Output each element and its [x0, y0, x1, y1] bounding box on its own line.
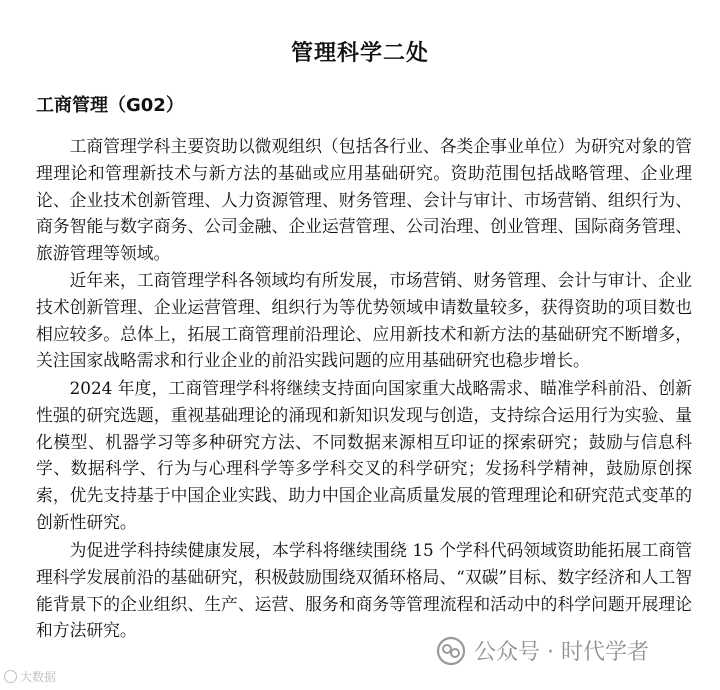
wechat-channel-icon [436, 636, 466, 666]
paragraph-development: 为促进学科持续健康发展，本学科将继续围绕 15 个学科代码领域资助能拓展工商管理科学发展前沿的基础研究，积极鼓励围绕双循环格局、“双碳”目标、数字经济和人工智能背景下的企业组织、生产、运营、服务和商务等管理流程和活动中的科学问题开展理论和方法研究。 [36, 540, 692, 641]
corner-mark [4, 668, 56, 685]
corner-mark-text: 大数据 [20, 670, 57, 684]
paragraph-recent-trends: 近年来，工商管理学科各领域均有所发展，市场营销、财务管理、会计与审计、企业技术创新管理、企业运营管理、组织行为等优势领域申请数量较多，获得资助的项目数也相应较多。总体上，拓展工商管理前沿理论、应用新技术和新方法的基础研究不断增多，关注国家战略需求和行业企业的前沿实践问题的应用基础研究也稳步增长。 [36, 270, 692, 371]
watermark [436, 635, 649, 666]
watermark-text: 公众号 · 时代学者 [474, 640, 649, 665]
paragraph-scope: 工商管理学科主要资助以微观组织（包括各行业、各类企事业单位）为研究对象的管理理论和管理新技术与新方法的基础或应用基础研究。资助范围包括战略管理、企业理论、企业技术创新管理、人力资源管理、财务管理、会计与审计、市场营销、组织行为、商务智能与数字商务、公司金融、企业运营管理、公司治理、创业管理、国际商务管理、旅游管理等领域。 [36, 136, 692, 264]
logo-icon [4, 670, 17, 683]
section-heading: 工商管理（G02） [36, 95, 184, 116]
paragraph-2024-plan: 2024 年度，工商管理学科将继续支持面向国家重大战略需求、瞄准学科前沿、创新性强的研究选题，重视基础理论的涌现和新知识发现与创造，支持综合运用行为实验、量化模型、机器学习等多种研究方法、不同数据来源相互印证的探索研究；鼓励与信息科学、数据科学、行为与心理科学等多学科交叉的科学研究；发扬科学精神，鼓励原创探索，优先支持基于中国企业实践、助力中国企业高质量发展的管理理论和研究范式变革的创新性研究。 [36, 378, 692, 532]
page-title: 管理科学二处 [290, 41, 429, 66]
